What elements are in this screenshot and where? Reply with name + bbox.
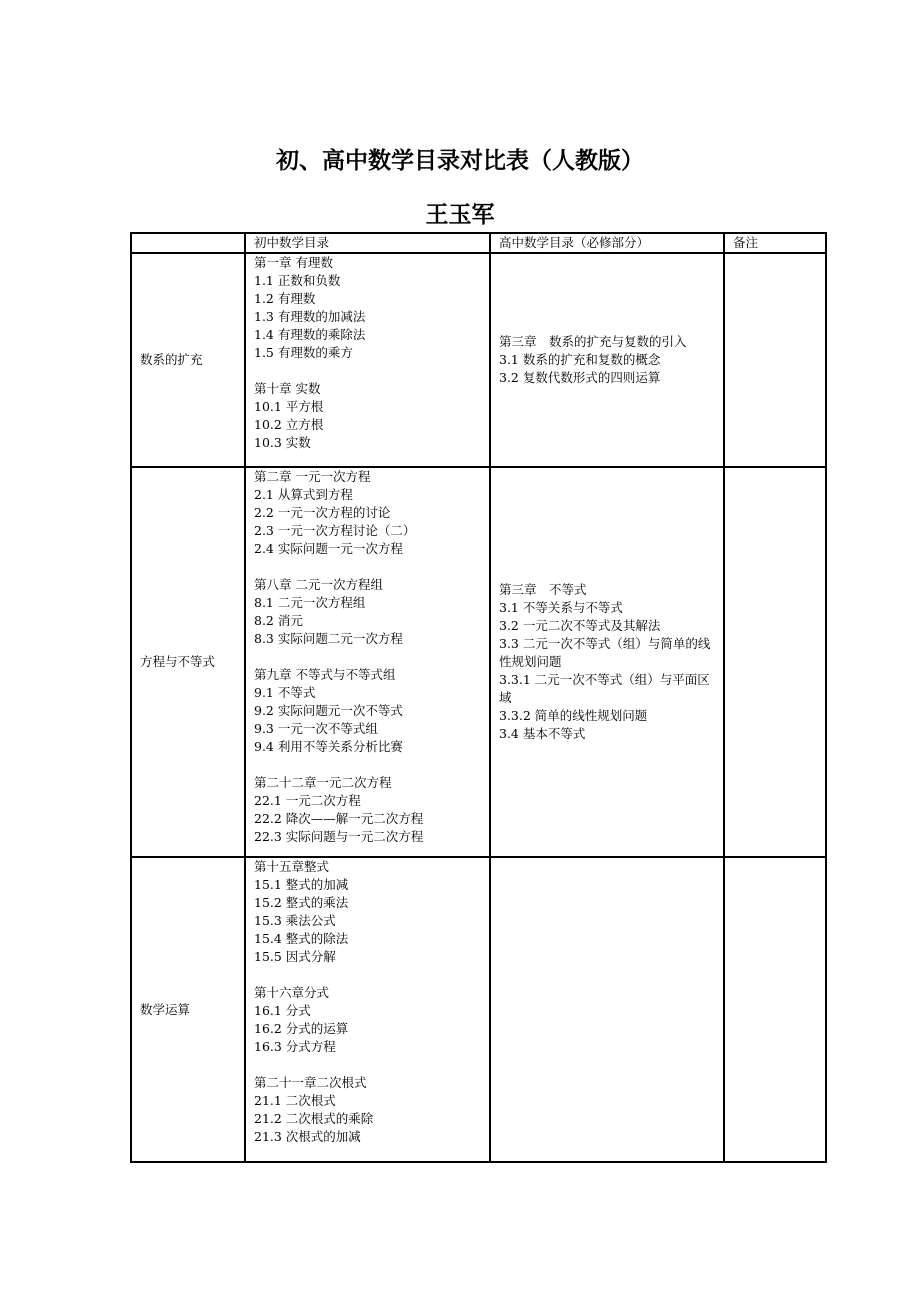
junior-toc-line: 8.1 二元一次方程组 xyxy=(254,595,366,610)
junior-toc-line: 22.3 实际问题与一元二次方程 xyxy=(254,829,424,844)
junior-toc-line xyxy=(254,756,489,774)
table-row xyxy=(131,253,826,467)
junior-toc-line: 16.2 分式的运算 xyxy=(254,1021,349,1036)
junior-toc-line: 8.3 实际问题二元一次方程 xyxy=(254,631,403,646)
junior-toc-line: 21.1 二次根式 xyxy=(254,1093,336,1108)
senior-toc-cell xyxy=(490,253,724,467)
junior-toc-line xyxy=(254,966,489,984)
junior-toc-line: 第二十二章一元二次方程 xyxy=(254,775,392,790)
senior-toc-cell xyxy=(490,857,724,1162)
senior-toc-line: 3.2 一元二次不等式及其解法 xyxy=(499,618,661,633)
junior-toc-line xyxy=(254,1056,489,1074)
header-note: 备注 xyxy=(724,233,826,253)
junior-toc-line: 10.1 平方根 xyxy=(254,399,324,414)
topic-cell xyxy=(131,253,245,467)
junior-toc-line: 16.1 分式 xyxy=(254,1003,311,1018)
junior-toc-line: 8.2 消元 xyxy=(254,613,303,628)
junior-toc-line xyxy=(254,362,489,380)
junior-toc-line: 1.5 有理数的乘方 xyxy=(254,345,353,360)
junior-toc-line: 22.1 一元二次方程 xyxy=(254,793,361,808)
topic-label: 方程与不等式 xyxy=(140,654,216,669)
junior-toc-line: 第二章 一元一次方程 xyxy=(254,469,371,484)
senior-toc-line: 第三章 不等式 xyxy=(499,582,587,597)
junior-toc-line: 第十章 实数 xyxy=(254,381,321,396)
table-row xyxy=(131,857,826,1162)
junior-toc-line: 22.2 降次——解一元二次方程 xyxy=(254,811,424,826)
junior-toc-line: 15.3 乘法公式 xyxy=(254,913,336,928)
junior-toc-line: 2.2 一元一次方程的讨论 xyxy=(254,505,391,520)
junior-toc-line: 2.4 实际问题一元一次方程 xyxy=(254,541,403,556)
junior-toc-line: 第十六章分式 xyxy=(254,985,330,1000)
junior-toc-line: 第八章 二元一次方程组 xyxy=(254,577,383,592)
topic-cell xyxy=(131,467,245,857)
note-cell xyxy=(724,253,826,467)
senior-toc-line: 3.4 基本不等式 xyxy=(499,726,586,741)
junior-toc-line: 21.3 次根式的加减 xyxy=(254,1129,361,1144)
senior-toc-line: 3.1 不等关系与不等式 xyxy=(499,600,623,615)
senior-toc-line: 3.3.2 简单的线性规划问题 xyxy=(499,708,648,723)
junior-toc-cell xyxy=(245,253,490,467)
junior-toc-cell xyxy=(245,467,490,857)
junior-toc-line: 10.3 实数 xyxy=(254,435,311,450)
topic-label: 数学运算 xyxy=(140,1001,191,1017)
junior-toc-line: 15.4 整式的除法 xyxy=(254,931,349,946)
junior-toc-line: 16.3 分式方程 xyxy=(254,1039,336,1054)
note-cell xyxy=(724,857,826,1162)
junior-toc-line: 10.2 立方根 xyxy=(254,417,324,432)
header-topic xyxy=(131,233,245,253)
junior-toc-line: 21.2 二次根式的乘除 xyxy=(254,1111,374,1126)
junior-toc-line: 15.1 整式的加减 xyxy=(254,877,349,892)
senior-toc-line: 3.2 复数代数形式的四则运算 xyxy=(499,370,661,385)
junior-toc-line: 15.5 因式分解 xyxy=(254,949,336,964)
senior-toc-line: 3.1 数系的扩充和复数的概念 xyxy=(499,352,661,367)
junior-toc-line: 2.1 从算式到方程 xyxy=(254,487,353,502)
junior-toc-line xyxy=(254,648,489,666)
document-title: 初、高中数学目录对比表（人教版） xyxy=(276,147,644,174)
topic-cell xyxy=(131,857,245,1162)
table-header-row xyxy=(131,233,826,253)
junior-toc-line: 第一章 有理数 xyxy=(254,255,333,270)
header-junior: 初中数学目录 xyxy=(245,233,490,253)
junior-toc-line: 1.4 有理数的乘除法 xyxy=(254,327,366,342)
senior-toc-line: 第三章 数系的扩充与复数的引入 xyxy=(499,334,687,349)
table-row xyxy=(131,467,826,857)
junior-toc-line: 1.1 正数和负数 xyxy=(254,273,341,288)
junior-toc-line: 9.2 实际问题元一次不等式 xyxy=(254,703,403,718)
junior-toc-line: 第十五章整式 xyxy=(254,859,330,874)
topic-label: 数系的扩充 xyxy=(140,352,203,367)
junior-toc-cell xyxy=(245,857,490,1162)
junior-toc-line: 9.4 利用不等关系分析比赛 xyxy=(254,739,403,754)
junior-toc-line: 9.1 不等式 xyxy=(254,685,316,700)
header-senior: 高中数学目录（必修部分） xyxy=(490,233,724,253)
junior-toc-line: 第九章 不等式与不等式组 xyxy=(254,667,396,682)
junior-toc-line: 第二十一章二次根式 xyxy=(254,1075,367,1090)
junior-toc-line: 9.3 一元一次不等式组 xyxy=(254,721,378,736)
senior-toc-cell xyxy=(490,467,724,857)
senior-toc-line: 3.3.1 二元一次不等式（组）与平面区域 xyxy=(499,672,710,705)
junior-toc-line xyxy=(254,558,489,576)
junior-toc-line: 15.2 整式的乘法 xyxy=(254,895,349,910)
junior-toc-line: 2.3 一元一次方程讨论（二） xyxy=(254,523,416,538)
note-cell xyxy=(724,467,826,857)
comparison-table xyxy=(130,232,827,1163)
author-name: 王玉军 xyxy=(425,201,495,228)
junior-toc-line: 1.3 有理数的加减法 xyxy=(254,309,366,324)
senior-toc-line: 3.3 二元一次不等式（组）与简单的线性规划问题 xyxy=(499,636,711,669)
junior-toc-line: 1.2 有理数 xyxy=(254,291,316,306)
